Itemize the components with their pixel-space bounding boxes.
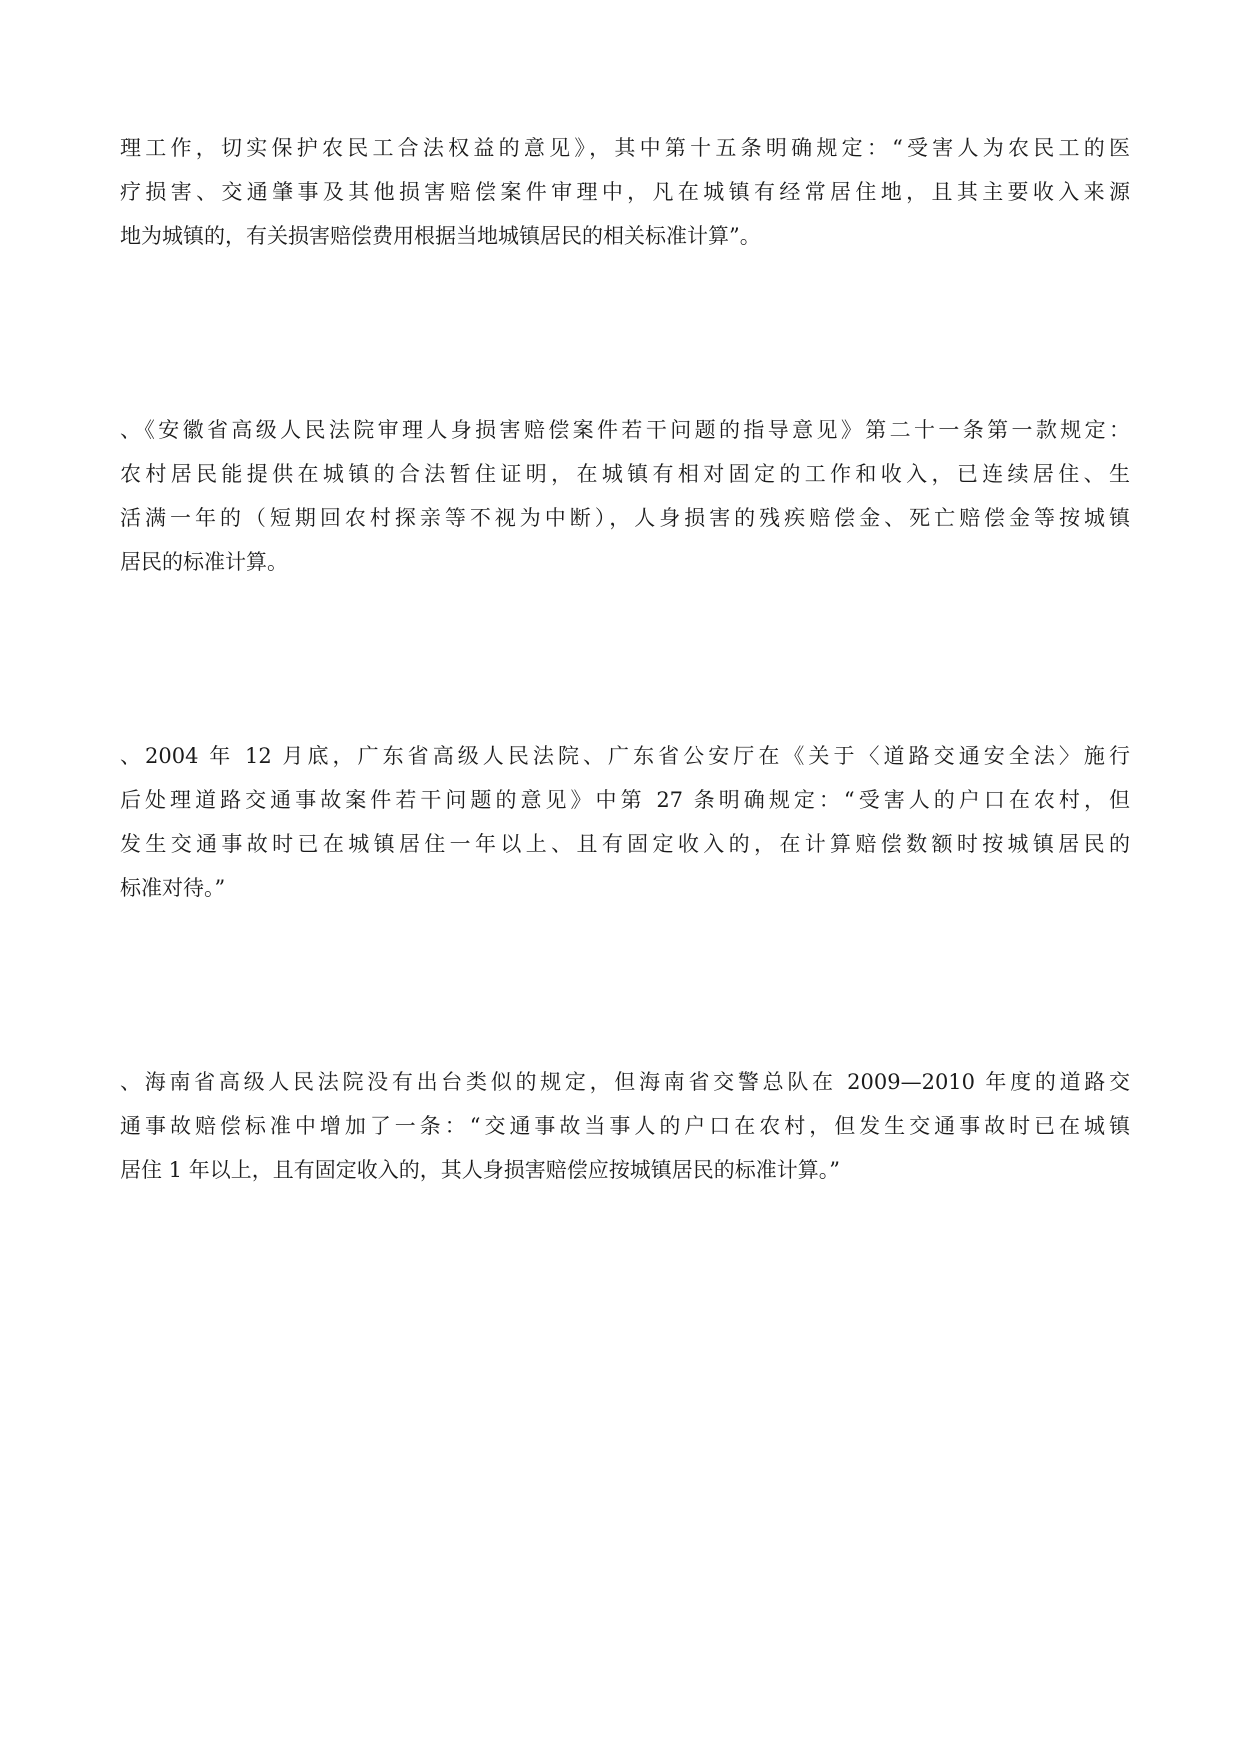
paragraph-line: 、2004 年 12 月底，广东省高级人民法院、广东省公安厅在《关于〈道路交通安全法〉施行 bbox=[120, 744, 1130, 768]
paragraph-line: 地为城镇的，有关损害赔偿费用根据当地城镇居民的相关标准计算”。 bbox=[120, 224, 761, 248]
paragraph-line: 标准对待。” bbox=[120, 876, 226, 900]
paragraph-migrant-worker-opinion bbox=[120, 126, 1130, 258]
paragraph-line: 通事故赔偿标准中增加了一条：“交通事故当事人的户口在农村，但发生交通事故时已在城镇 bbox=[120, 1114, 1130, 1138]
paragraph-guangdong-court-opinion bbox=[120, 734, 1130, 910]
paragraph-anhui-court-opinion bbox=[120, 408, 1130, 584]
paragraph-line: 居民的标准计算。 bbox=[120, 550, 288, 574]
paragraph-line: 发生交通事故时已在城镇居住一年以上、且有固定收入的，在计算赔偿数额时按城镇居民的 bbox=[120, 832, 1130, 856]
paragraph-line: 居住 1 年以上，且有固定收入的，其人身损害赔偿应按城镇居民的标准计算。” bbox=[120, 1158, 840, 1182]
paragraph-line: 、海南省高级人民法院没有出台类似的规定，但海南省交警总队在 2009—2010 年度的道路交 bbox=[120, 1070, 1130, 1094]
paragraph-line: 活满一年的（短期回农村探亲等不视为中断），人身损害的残疾赔偿金、死亡赔偿金等按城镇 bbox=[120, 506, 1130, 530]
paragraph-line: 、《安徽省高级人民法院审理人身损害赔偿案件若干问题的指导意见》第二十一条第一款规定： bbox=[120, 418, 1130, 442]
paragraph-line: 疗损害、交通肇事及其他损害赔偿案件审理中，凡在城镇有经常居住地，且其主要收入来源 bbox=[120, 180, 1130, 204]
paragraph-hainan-traffic-standard bbox=[120, 1060, 1130, 1192]
paragraph-line: 农村居民能提供在城镇的合法暂住证明，在城镇有相对固定的工作和收入，已连续居住、生 bbox=[120, 462, 1130, 486]
paragraph-line: 后处理道路交通事故案件若干问题的意见》中第 27 条明确规定：“受害人的户口在农村，但 bbox=[120, 788, 1130, 812]
paragraph-line: 理工作，切实保护农民工合法权益的意见》，其中第十五条明确规定：“受害人为农民工的医 bbox=[120, 136, 1130, 160]
